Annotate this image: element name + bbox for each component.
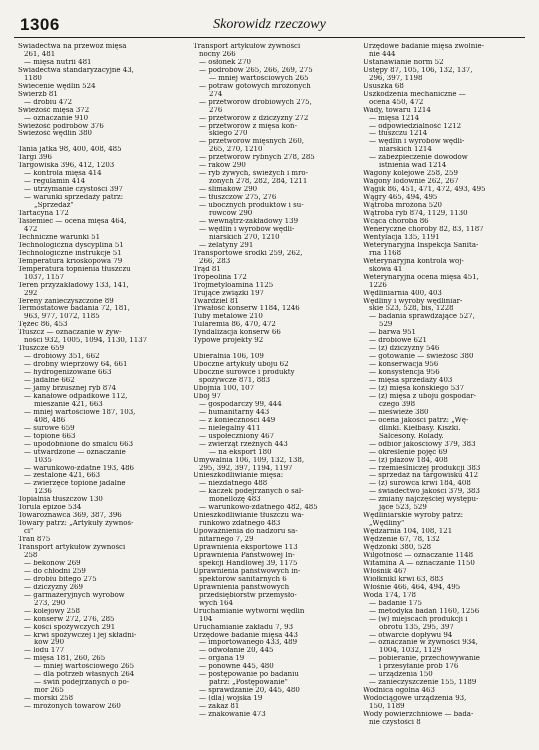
index-line: — sprawdzanie 20, 445, 480 xyxy=(199,687,300,695)
index-line: Wagony lodownie 262, 267 xyxy=(363,178,459,186)
index-line: — zanieczyszczenie 155, 1189 xyxy=(369,679,477,687)
index-line: — zestalone 421, 663 xyxy=(24,472,101,480)
index-line: — (z) dziczyzny 546 xyxy=(369,345,440,353)
index-line: Tłuszcz — oznaczanie w żyw- xyxy=(18,329,122,337)
index-line: — drobiowy 351, 662 xyxy=(24,353,100,361)
index-line: — gotowanie — świeżość 380 xyxy=(369,353,474,361)
index-line: — topione 663 xyxy=(24,432,76,440)
index-line: — określenie pojęć 69 xyxy=(369,448,448,456)
index-line: — (z) surowca krwi 184, 408 xyxy=(369,480,471,488)
index-line: — przetworów drobiowych 275, xyxy=(199,98,312,106)
index-line: Unieszkodliwianie tłuszczu wa- xyxy=(193,512,304,520)
page-number: 1306 xyxy=(20,15,60,34)
index-line: 265, 270, 1210 xyxy=(209,146,263,154)
index-line: Wędliniarnia 400, 403 xyxy=(363,289,442,297)
index-line: nocny 266 xyxy=(199,50,236,58)
index-line: Targi 396 xyxy=(18,154,52,162)
index-line: Uboczne artykuły uboju 62 xyxy=(193,361,289,369)
index-line: Tereny zanieczyszczone 89 xyxy=(18,297,114,305)
index-line: — organa 19 xyxy=(199,655,245,663)
index-line: Świadectwa standaryzacyjne 43, xyxy=(18,66,134,74)
index-line: Wody powierzchniowe — bada- xyxy=(363,711,474,719)
index-line: — tłuszczu 1214 xyxy=(369,130,428,138)
index-line: — mięsa nutrii 481 xyxy=(24,58,92,66)
index-line: — garmażeryjnych wyrobów xyxy=(24,591,125,599)
index-line: spektorów sanitarnych 6 xyxy=(199,575,287,583)
index-line: — metodyka badań 1160, 1256 xyxy=(369,607,480,615)
index-line: skowa 41 xyxy=(369,265,403,273)
index-line: — mięsa 1214 xyxy=(369,114,420,122)
index-line: Uszkodzenia mechaniczne — xyxy=(363,90,466,98)
index-line: mór 265 xyxy=(34,687,64,695)
index-line: Tania jatka 98, 400, 408, 485 xyxy=(18,146,122,154)
index-line xyxy=(18,138,179,146)
index-line: Upoważnienia do nadzoru sa- xyxy=(193,528,298,536)
index-line: — regulamin 414 xyxy=(24,178,86,186)
index-line: — ryb żywych, świeżych i mro- xyxy=(199,170,308,178)
index-line: Technologiczna dyscyplina 51 xyxy=(18,241,124,249)
index-line: — mniej wartościowych 265 xyxy=(209,74,309,82)
index-line: — utwardzone — oznaczanie xyxy=(24,448,126,456)
index-line: Trujące związki 197 xyxy=(193,289,265,297)
index-line: 104 xyxy=(199,615,213,623)
index-line: Trójmetyloamina 1125 xyxy=(193,281,274,289)
index-line: — surowe 659 xyxy=(24,424,75,432)
index-line: Urzędowe badanie mięsa zwolnie- xyxy=(363,43,484,50)
index-line: — lodu 177 xyxy=(24,647,65,655)
index-line: — kolejowy 258 xyxy=(24,607,80,615)
index-line: ci" xyxy=(24,528,34,536)
index-line: — nieświeże 380 xyxy=(369,408,429,416)
index-line: — uspołeczniony 467 xyxy=(199,432,275,440)
index-line: Wiółknikl krwi 63, 883 xyxy=(363,575,444,583)
index-line: — pobieranie, przechowywanie xyxy=(369,655,480,663)
index-line: — zabezpieczenie dowodów xyxy=(369,154,468,162)
index-line: — przetworów z dziczyzny 272 xyxy=(199,114,309,122)
index-line: żonych 278, 282, 284, 1211 xyxy=(209,178,308,186)
index-line: Topialnia tłuszczów 130 xyxy=(18,496,103,504)
index-line: Weterynaryjna ocena mięsa 451, xyxy=(363,273,479,281)
index-line: Włośnik 467 xyxy=(363,567,407,575)
index-line: 1035 xyxy=(34,456,52,464)
index-line: 274 xyxy=(209,90,223,98)
index-line: Ustępy 87, 105, 106, 132, 137, xyxy=(363,66,473,74)
index-line: — importowanego 433, 489 xyxy=(199,639,298,647)
index-line: skie 523, 528, bis, 1228 xyxy=(369,305,454,313)
index-line: — zakaz 81 xyxy=(199,703,240,711)
index-line: Wodnica ogólna 463 xyxy=(363,687,435,695)
index-line: — drobny wieprzowy 64, 661 xyxy=(24,361,128,369)
index-line: — zwierzęce topione jadalne xyxy=(24,480,126,488)
index-line: Temperatura krioskopowa 79 xyxy=(18,257,123,265)
index-line: runkowo zdatnego 483 xyxy=(199,520,281,528)
index-line: 266, 283 xyxy=(199,257,231,265)
index-line: Wodociągowe urządzenia 93, xyxy=(363,695,467,703)
index-line: — oznaczanie 910 xyxy=(24,114,89,122)
index-line: Trwałość konserw 1184, 1246 xyxy=(193,305,300,313)
index-line: Salcesony. Rolady. xyxy=(379,432,444,440)
index-line: — mięsa sprzedaży 403 xyxy=(369,377,453,385)
index-line: — niezdatnego 488 xyxy=(199,480,268,488)
index-line: — humanitarny 443 xyxy=(199,408,270,416)
index-line: jące 523, 529 xyxy=(379,504,427,512)
index-line: — żelatyny 291 xyxy=(199,241,254,249)
index-line: Ubojnia 100, 107 xyxy=(193,384,255,392)
index-line: — badania sprawdzające 527, xyxy=(369,313,475,321)
index-line: Świerzb 81 xyxy=(18,90,58,98)
index-line: Świeżość mięsa 372 xyxy=(18,106,90,114)
index-line: Temperatura topnienia tłuszczu xyxy=(18,265,131,273)
index-line: — hydrogenizowane 663 xyxy=(24,369,112,377)
index-line: — urządzenia 150 xyxy=(369,671,433,679)
index-line: Weterynaryjna Inspekcja Sanita- xyxy=(363,241,479,249)
index-line: — warunki sprzedaży patrz: xyxy=(24,194,124,202)
index-line: — utrzymanie czystości 397 xyxy=(24,186,123,194)
index-line: — odwołanie 20, 445 xyxy=(199,647,274,655)
index-line: — kanałowe odpadkowe 112, xyxy=(24,392,128,400)
index-column-3 xyxy=(363,43,526,746)
index-line: 1236 xyxy=(34,488,52,496)
index-line: „Sprzedaż" xyxy=(34,202,74,210)
index-line: — morski 258 xyxy=(24,695,74,703)
index-line: patrz: „Postępowanie" xyxy=(209,679,288,687)
index-line: — z konieczności 449 xyxy=(199,416,276,424)
index-line: Wątroba mrożona 520 xyxy=(363,202,442,210)
index-line: — oznaczanie w żywności 934, xyxy=(369,639,478,647)
index-line: Tran 875 xyxy=(18,536,51,544)
index-line: skiego 270 xyxy=(209,130,248,138)
index-line: Teren przyzakładowy 133, 141, xyxy=(18,281,129,289)
index-line: rna 1168 xyxy=(369,249,402,257)
index-line: 963, 977, 1072, 1185 xyxy=(24,313,100,321)
index-line: 1004, 1032, 1129 xyxy=(379,647,442,655)
index-line: 296, 397, 1198 xyxy=(369,74,423,82)
index-line: — mniej wartościowego 265 xyxy=(34,663,135,671)
index-line: ności 932, 1005, 1094, 1130, 1137 xyxy=(24,337,148,345)
index-line: Technologiczne instrukcje 51 xyxy=(18,249,122,257)
index-line: Trąd 81 xyxy=(193,265,221,273)
index-line: — nielegalny 411 xyxy=(199,424,261,432)
index-line: czego 398 xyxy=(379,400,416,408)
index-line: — zwierząt rzeźnych 443 xyxy=(199,440,288,448)
index-line: — sprzedaż na targowisku 412 xyxy=(369,472,479,480)
index-line: 276 xyxy=(209,106,223,114)
index-line: Weterynaryjna kontrola woj- xyxy=(363,257,464,265)
index-line: Uprawnienia państwowych in- xyxy=(193,567,301,575)
index-line: Uruchamianie wytwórni wędlin xyxy=(193,607,305,615)
index-line: Uboczne surowce i produkty xyxy=(193,369,295,377)
index-line: Weneryczne choroby 82, 83, 1187 xyxy=(363,225,484,233)
index-line: — ocena jakości patrz: „Wę- xyxy=(369,416,469,424)
index-line: — warunkowo-zdatne 193, 486 xyxy=(24,464,134,472)
index-line: — wędlin i wyrobów wędli- xyxy=(199,225,295,233)
index-line: — (z) płazów 184, 408 xyxy=(369,456,448,464)
index-line: Wędliniarskie wyroby patrz: xyxy=(363,512,464,520)
index-line: — konserw 272, 276, 285 xyxy=(24,615,115,623)
index-line: — mniej wartościowe 187, 103, xyxy=(24,408,136,416)
index-line: — (dla) wojska 19 xyxy=(199,695,263,703)
index-line: — jadalne 662 xyxy=(24,377,75,385)
index-line: — ślimaków 290 xyxy=(199,186,258,194)
index-line: — podrobów 265, 266, 269, 275 xyxy=(199,66,313,74)
index-line: Uprawnienia państwowych xyxy=(193,583,290,591)
index-line: — (z) mięsa z uboju gospodar- xyxy=(369,392,476,400)
index-line: — (z) mięsa końskiego 537 xyxy=(369,384,465,392)
index-line: Świeżość wędlin 380 xyxy=(18,130,92,138)
index-line: 408, 486 xyxy=(34,416,66,424)
index-line: ków 290 xyxy=(34,639,65,647)
index-line: — znakowanie 473 xyxy=(199,711,266,719)
index-line: Witamina A — oznaczanie 1150 xyxy=(363,559,475,567)
index-line: — tłuszczów 275, 276 xyxy=(199,194,277,202)
index-line: spożywcze 871, 883 xyxy=(199,377,271,385)
index-line: — upodobnione do smalcu 663 xyxy=(24,440,134,448)
index-line: — krwi spożywczej i jej składni- xyxy=(24,631,137,639)
index-line: — ubocznych produktów i su- xyxy=(199,202,304,210)
index-line: 292 xyxy=(24,289,38,297)
index-line: — postępowanie po badaniu xyxy=(199,671,299,679)
index-line: 472 xyxy=(24,225,38,233)
index-line: — mrożonych towarów 260 xyxy=(24,703,121,711)
index-line: — wewnątrz-zakładowy 139 xyxy=(199,217,299,225)
index-line: Towary patrz: „Artykuły żywnoś- xyxy=(18,520,134,528)
index-line: „Wędliny" xyxy=(369,520,405,528)
index-line: Wątroba ryb 874, 1129, 1130 xyxy=(363,210,468,218)
index-line: Wędliny i wyroby wędliniar- xyxy=(363,297,463,305)
index-line: Twardziel 81 xyxy=(193,297,239,305)
index-line: — zmiany najczęściej występu- xyxy=(369,496,479,504)
index-line: Świeżość podrobów 376 xyxy=(18,122,104,130)
index-line: Uprawnienia Państwowej In- xyxy=(193,552,295,559)
index-line: — warunkowo-zdatnego 482, 485 xyxy=(199,504,318,512)
index-line: — osłonek 270 xyxy=(199,58,251,66)
index-line: monellozę 483 xyxy=(209,496,261,504)
index-line: Umywalnia 106, 109, 132, 138, xyxy=(193,456,305,464)
index-line: 1226 xyxy=(369,281,387,289)
index-line: Wędzarnia 104, 108, 121 xyxy=(363,528,453,536)
index-line: — drobiowe 621 xyxy=(369,337,427,345)
index-line: 1180 xyxy=(24,74,42,82)
index-line: 150, 1189 xyxy=(369,703,405,711)
index-line xyxy=(193,345,356,353)
index-line: — przetworów rybnych 278, 285 xyxy=(199,154,315,162)
page-title: Skorowidz rzeczowy xyxy=(213,17,326,32)
index-line: ocena 450, 472 xyxy=(369,98,424,106)
index-line: — kaczek podejrzanych o sal- xyxy=(199,488,304,496)
index-line: — wędlin i wyrobów wędli- xyxy=(369,138,465,146)
index-line: wych 164 xyxy=(199,599,233,607)
index-line: — badanie 175 xyxy=(369,599,423,607)
index-line: 529 xyxy=(379,321,393,329)
index-line: rowców 290 xyxy=(209,210,253,218)
index-line: — świń podejrzanych o po- xyxy=(34,679,130,687)
index-line: — konserwacja 956 xyxy=(369,361,439,369)
index-line: Uruchamianie zakładu 7, 93 xyxy=(193,623,294,631)
index-line: Transport artykułów żywności xyxy=(193,43,301,50)
index-line: — bekonów 269 xyxy=(24,559,81,567)
index-line: — odbiór jakościowy 379, 383 xyxy=(369,440,476,448)
index-line: spekcji Handlowej 39, 1175 xyxy=(199,559,298,567)
index-line: Transportowe środki 259, 262, xyxy=(193,249,303,257)
index-line: Tartacyna 172 xyxy=(18,210,69,218)
index-line: — ponowne 445, 480 xyxy=(199,663,274,671)
index-line: — barwa 951 xyxy=(369,329,416,337)
index-line: Tuby metalowe 210 xyxy=(193,313,263,321)
index-line: niarskich 270, 1210 xyxy=(209,233,280,241)
index-line: — drobiu bitego 275 xyxy=(24,575,97,583)
index-line: — rzemieślniczej produkcji 383 xyxy=(369,464,481,472)
index-line: 273, 290 xyxy=(34,599,66,607)
index-line: — do chłodni 259 xyxy=(24,567,86,575)
index-line: obrotu 135, 295, 397 xyxy=(379,623,454,631)
index-line: Woda 174, 178 xyxy=(363,591,416,599)
index-line: Tropeolina 172 xyxy=(193,273,247,281)
index-line: — świadectwo jakości 379, 383 xyxy=(369,488,480,496)
index-line: — przetworów mięsnych 260, xyxy=(199,138,304,146)
index-line: Włośnie 466, 464, 494, 495 xyxy=(363,583,461,591)
index-line: Tężec 86, 453 xyxy=(18,321,68,329)
index-line: Wilgotność — oznaczanie 1148 xyxy=(363,552,474,559)
index-line: i przesyłanie prób 176 xyxy=(379,663,459,671)
index-line: Świadectwa na przewóz mięsa xyxy=(18,43,127,50)
index-line: nitarnego 7, 29 xyxy=(199,536,254,544)
index-line: — na eksport 180 xyxy=(209,448,272,456)
index-line: Wady, towaru 1214 xyxy=(363,106,431,114)
index-line: — dla potrzeb własnych 264 xyxy=(34,671,135,679)
index-column-1 xyxy=(18,43,179,746)
index-line: Wentylacja 135, 1191 xyxy=(363,233,440,241)
index-line: Wędzenie 67, 78, 132 xyxy=(363,536,440,544)
index-line: — gospodarczy 99, 444 xyxy=(199,400,282,408)
index-line: Torula epizoe 534 xyxy=(18,504,82,512)
index-line: Ubieralnia 106, 109 xyxy=(193,353,264,361)
index-line: Ususzka 68 xyxy=(363,82,404,90)
index-line: — otwarcie dopływu 94 xyxy=(369,631,453,639)
index-line: Wagony kolejowe 258, 259 xyxy=(363,170,458,178)
index-line: — drobiu 472 xyxy=(24,98,73,106)
index-line: — kontrola mięsa 414 xyxy=(24,170,102,178)
index-line: 1037, 1157 xyxy=(24,273,65,281)
index-line: Urzędowe badanie mięsa 443 xyxy=(193,631,298,639)
index-line: Wędzonki 380, 528 xyxy=(363,544,432,552)
index-line: 295, 392, 397, 1194, 1197 xyxy=(199,464,293,472)
index-line: — dziczyzny 269 xyxy=(24,583,83,591)
header-rule xyxy=(14,37,525,38)
index-line: 258 xyxy=(24,552,38,559)
index-line: Targowiska 396, 412, 1203 xyxy=(18,162,115,170)
index-line: Ustanawianie norm 52 xyxy=(363,58,444,66)
index-line: — mięsa 181, 260, 265 xyxy=(24,655,106,663)
index-line: Wągik 86, 451, 471, 472, 493, 495 xyxy=(363,186,486,194)
index-line: Wcąca choroba 86 xyxy=(363,217,429,225)
index-line: 261, 481 xyxy=(24,50,56,58)
index-line: — jamy brzusznej ryb 874 xyxy=(24,384,117,392)
index-line: mieszanie 421, 663 xyxy=(34,400,103,408)
index-line: Towaroznawca 369, 387, 396 xyxy=(18,512,122,520)
page-header xyxy=(12,13,527,35)
index-line: Unieszkodliwianie mięsa: xyxy=(193,472,284,480)
index-line: — (w) miejscach produkcji i xyxy=(369,615,468,623)
index-line: — odpowiedzialność 1212 xyxy=(369,122,462,130)
index-line: Wągry 465, 494, 495 xyxy=(363,194,438,202)
index-line: Typowe projekty 92 xyxy=(193,337,264,345)
index-line: dlinki. Kiełbasy. Kiszki. xyxy=(379,424,461,432)
index-line: Ubój 97 xyxy=(193,392,221,400)
index-line: nie 444 xyxy=(369,50,396,58)
index-line: Tyndalizacja konserw 66 xyxy=(193,329,281,337)
index-line: — konsystencja 956 xyxy=(369,369,440,377)
index-column-2 xyxy=(193,43,356,746)
index-line: Techniczne warunki 51 xyxy=(18,233,101,241)
index-line: — przetworów z mięsa koń- xyxy=(199,122,297,130)
index-line: istnienia wad 1214 xyxy=(379,162,447,170)
index-line: Tasiemiec — ocena mięsa 464, xyxy=(18,217,127,225)
index-line: Świecenie wędlin 524 xyxy=(18,82,96,90)
index-line: — kości spożywczych 291 xyxy=(24,623,116,631)
index-line: — raków 290 xyxy=(199,162,246,170)
index-line: Tłuszcze 659 xyxy=(18,345,65,353)
index-line: nie czystości 8 xyxy=(369,719,421,727)
index-line: — potraw gotowych mrożonych xyxy=(199,82,311,90)
index-line: Termostatowe badania 72, 181, xyxy=(18,305,130,313)
index-line: niarskich 1214 xyxy=(379,146,432,154)
index-line: Transport artykułów żywności xyxy=(18,544,126,552)
index-line: przedsiębiorstw przemysło- xyxy=(199,591,297,599)
index-line: Uprawnienia eksportowe 113 xyxy=(193,544,298,552)
index-line: Tularemia 86, 470, 472 xyxy=(193,321,276,329)
